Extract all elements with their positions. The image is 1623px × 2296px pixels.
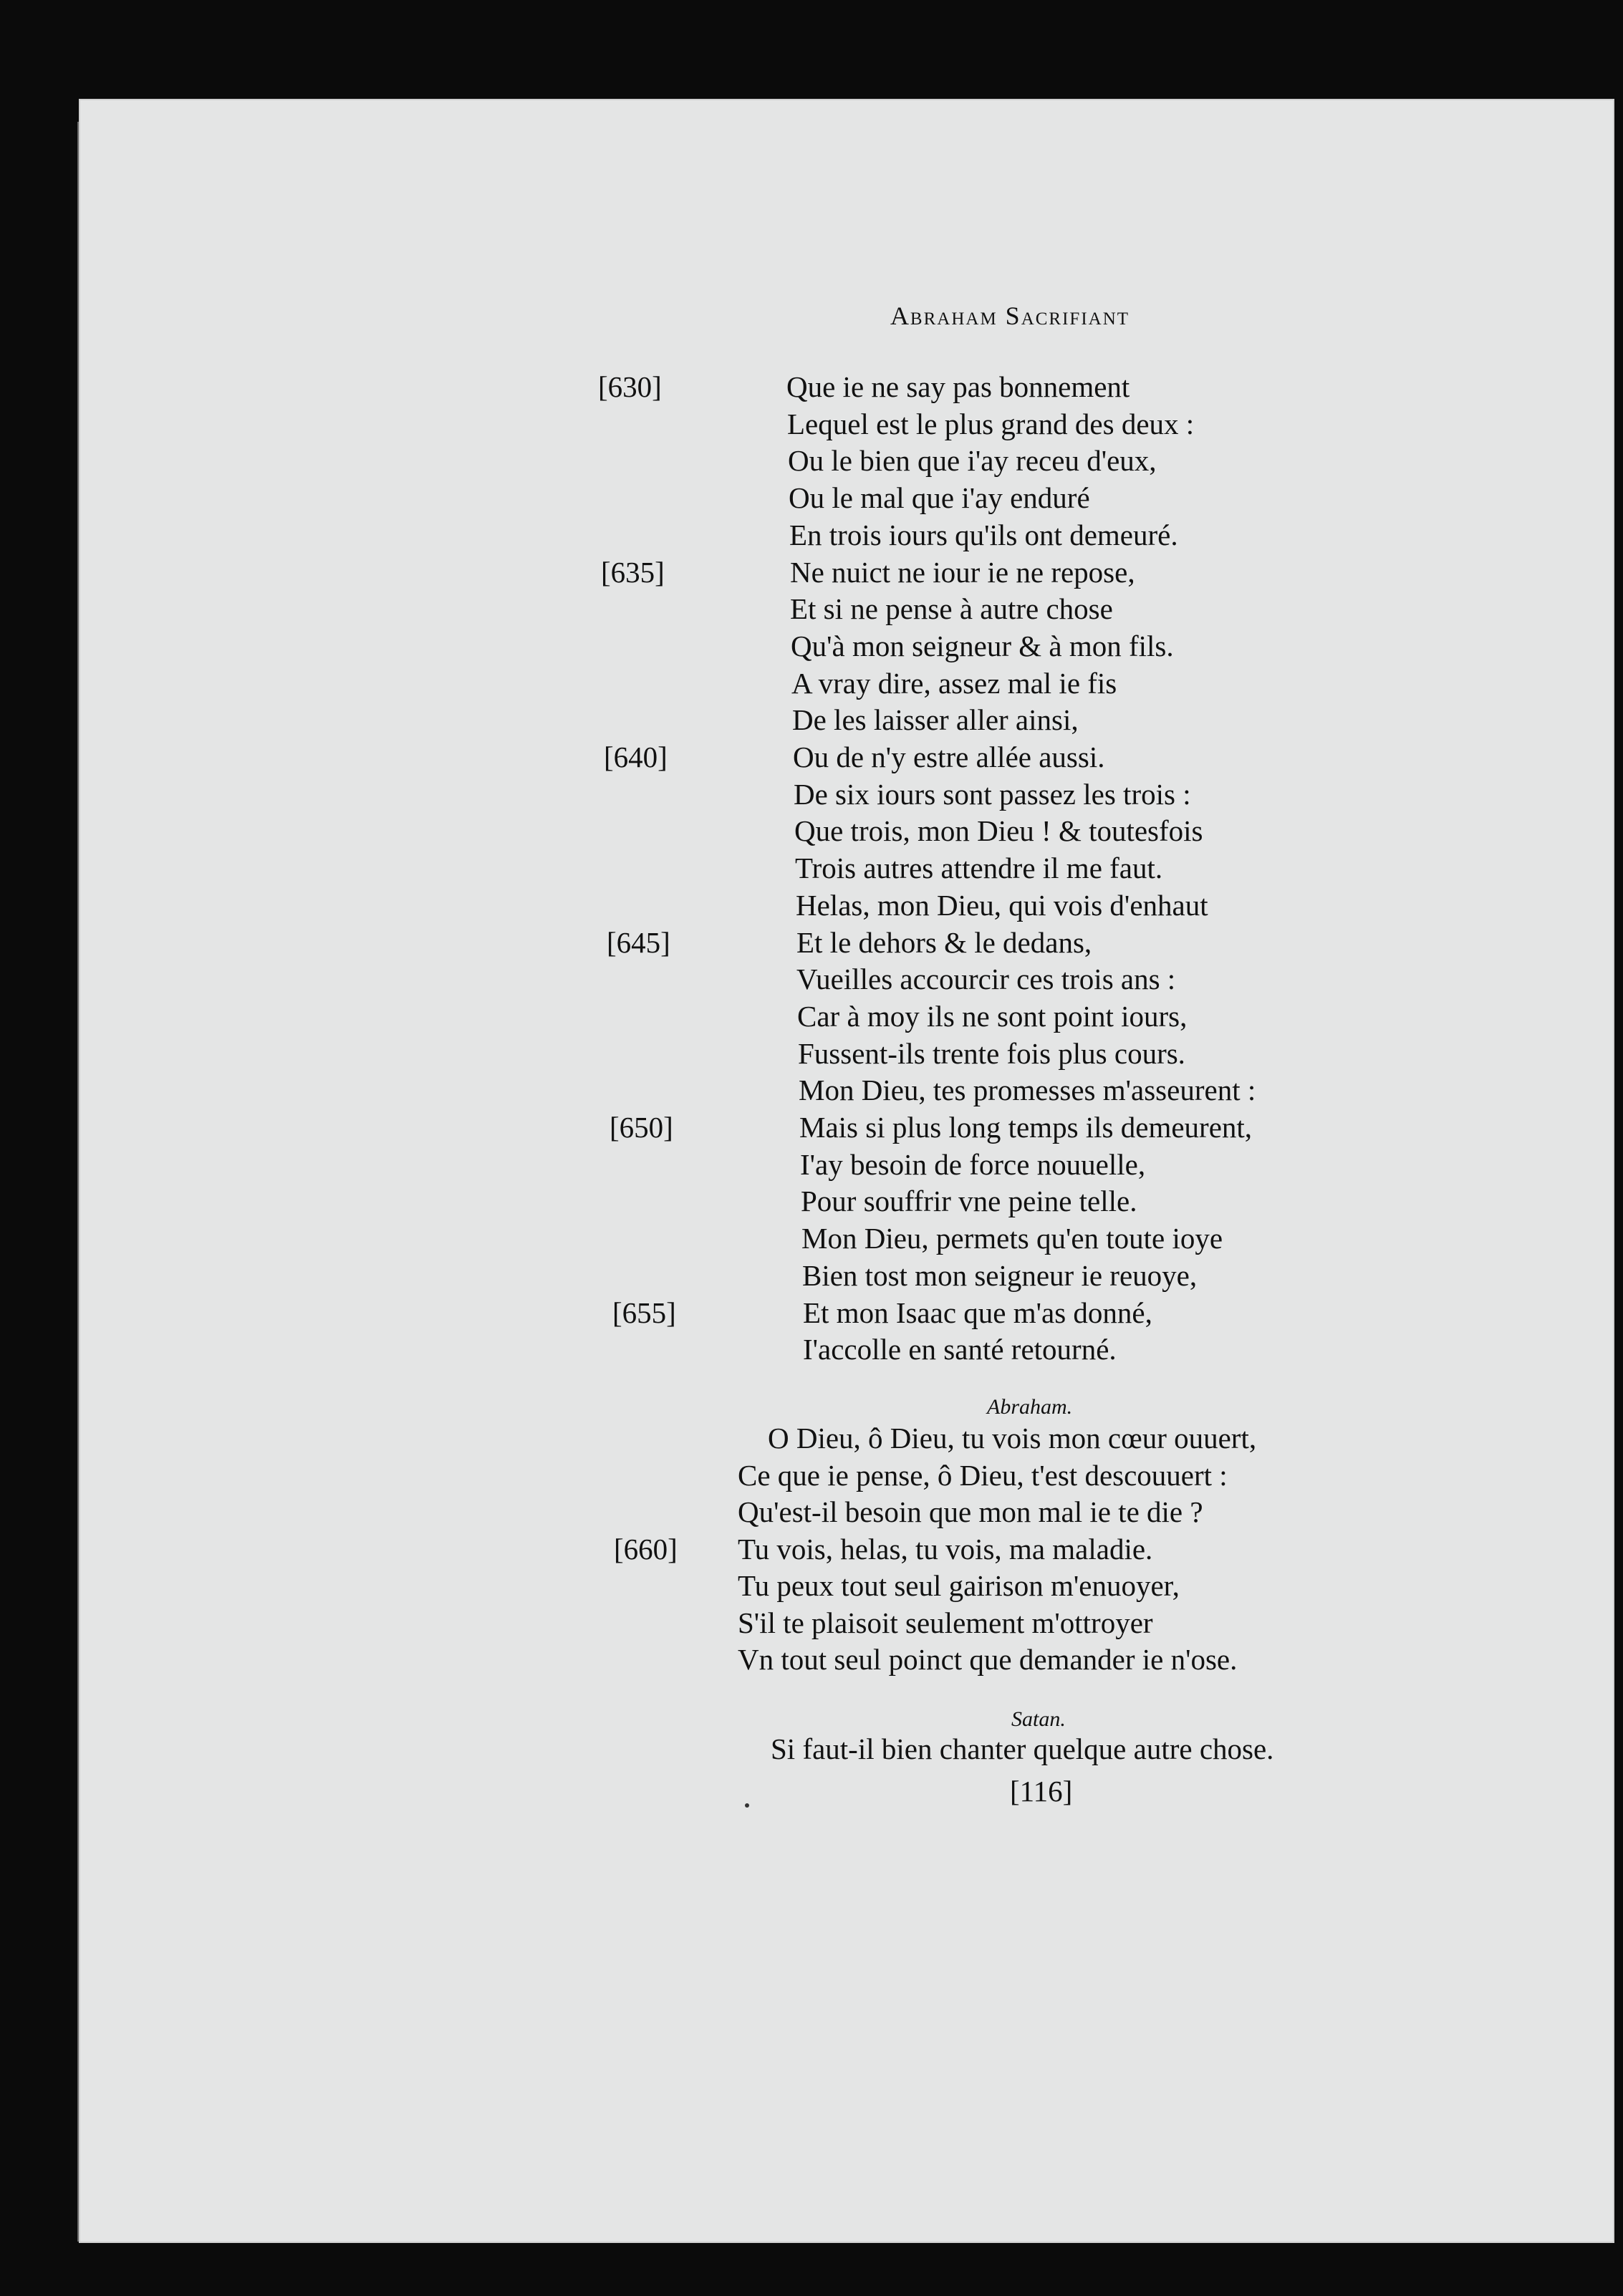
verse-line: De six iours sont passez les trois :	[794, 778, 1191, 811]
ink-speck	[745, 1803, 749, 1808]
verse-line: Si faut-il bien chanter quelque autre chose.	[771, 1732, 1274, 1765]
page-number: [116]	[1010, 1775, 1073, 1808]
speaker-name: Abraham.	[987, 1395, 1073, 1419]
verse-line: I'accolle en santé retourné.	[803, 1333, 1117, 1366]
verse-line: Pour souffrir vne peine telle.	[801, 1185, 1137, 1217]
verse-line: Ce que ie pense, ô Dieu, t'est descouuert :	[738, 1459, 1228, 1492]
verse-line: Et mon Isaac que m'as donné,	[803, 1296, 1152, 1329]
verse-line: Vn tout seul poinct que demander ie n'ose.	[738, 1643, 1238, 1676]
verse-line: Qu'est-il besoin que mon mal ie te die ?	[738, 1495, 1203, 1528]
verse-line: Tu vois, helas, tu vois, ma maladie.	[738, 1533, 1153, 1566]
line-number: [660]	[614, 1533, 678, 1566]
verse-line: A vray dire, assez mal ie fis	[791, 667, 1117, 700]
verse-line: Mon Dieu, permets qu'en toute ioye	[801, 1222, 1223, 1255]
verse-line: De les laisser aller ainsi,	[792, 703, 1079, 736]
verse-line: Qu'à mon seigneur & à mon fils.	[791, 630, 1174, 662]
verse-line: Fussent-ils trente fois plus cours.	[798, 1037, 1185, 1070]
verse-line: Mon Dieu, tes promesses m'asseurent :	[799, 1074, 1256, 1106]
verse-line: Trois autres attendre il me faut.	[795, 852, 1163, 884]
running-head: Abraham Sacrifiant	[890, 302, 1130, 330]
line-number: [645]	[607, 926, 670, 959]
line-number: [650]	[610, 1111, 673, 1144]
verse-line: Vueilles accourcir ces trois ans :	[796, 963, 1176, 995]
verse-line: O Dieu, ô Dieu, tu vois mon cœur ouuert,	[768, 1422, 1257, 1455]
verse-line: Ou de n'y estre allée aussi.	[793, 741, 1105, 773]
verse-line: Tu peux tout seul gairison m'enuoyer,	[738, 1569, 1180, 1602]
verse-line: I'ay besoin de force nouuelle,	[800, 1148, 1146, 1181]
line-number: [655]	[612, 1296, 676, 1329]
verse-line: Que ie ne say pas bonnement	[786, 370, 1130, 403]
verse-line: Car à moy ils ne sont point iours,	[797, 1000, 1188, 1033]
verse-line: Ou le mal que i'ay enduré	[789, 481, 1090, 514]
verse-line: Helas, mon Dieu, qui vois d'enhaut	[796, 889, 1208, 922]
speaker-name: Satan.	[1011, 1707, 1066, 1731]
line-number: [640]	[604, 741, 668, 773]
line-number: [630]	[598, 370, 662, 403]
verse-line: Bien tost mon seigneur ie reuoye,	[802, 1259, 1198, 1292]
verse-line: Ne nuict ne iour ie ne repose,	[790, 556, 1135, 589]
verse-line: Que trois, mon Dieu ! & toutesfois	[794, 814, 1203, 847]
verse-line: Lequel est le plus grand des deux :	[787, 407, 1195, 440]
verse-line: Ou le bien que i'ay receu d'eux,	[788, 444, 1157, 477]
verse-line: S'il te plaisoit seulement m'ottroyer	[738, 1606, 1153, 1639]
verse-line: Mais si plus long temps ils demeurent,	[799, 1111, 1253, 1144]
verse-line: Et si ne pense à autre chose	[790, 592, 1113, 625]
line-number: [635]	[601, 556, 665, 589]
verse-line: En trois iours qu'ils ont demeuré.	[789, 518, 1178, 551]
verse-line: Et le dehors & le dedans,	[796, 926, 1092, 959]
